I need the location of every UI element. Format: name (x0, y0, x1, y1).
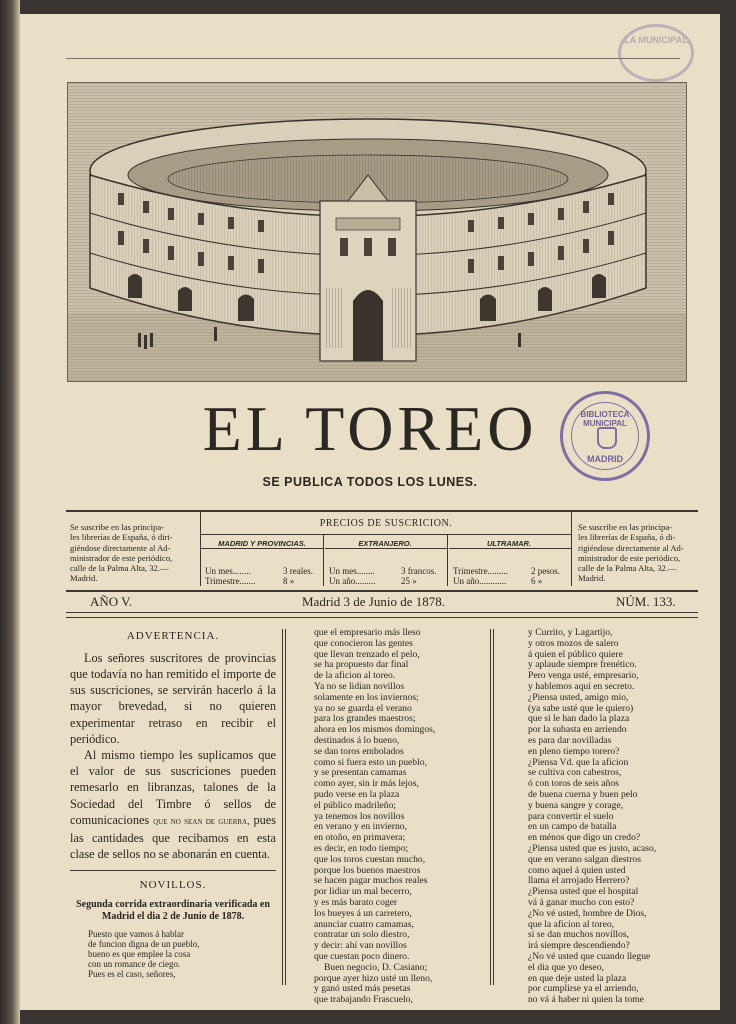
note-line: calle de la Palma Alta, 32.— (578, 563, 677, 574)
verse-line: se cultiva con cabestros, (528, 767, 622, 779)
verse-line: ¿Piensa Vd. que la aficion (528, 756, 629, 768)
verse-line: se hacen pagar muchos reales (314, 875, 428, 887)
verse-line: por la subasta en arriendo (528, 724, 627, 736)
verse-line: Ya no se lidian novillos (314, 680, 405, 692)
verse-line: ó con toros de seis años (528, 778, 619, 790)
verse-line: ya tenemos los novillos (314, 810, 405, 822)
verse-line: que los toros cuestan mucho, (314, 853, 426, 865)
region-underline (201, 548, 323, 549)
region-madrid: MADRID Y PROVINCIAS. (218, 539, 306, 548)
verse-line: llama el arrojado Herrero? (528, 875, 630, 887)
verse-line: en pleno tiempo torero? (528, 745, 620, 757)
verse-line: Pues es el caso, señores, (88, 969, 176, 980)
verse-line: si se dan muchos novillos, (528, 929, 629, 941)
book-spine-edge (0, 0, 20, 1024)
verse-line: como aquel á quien usted (528, 864, 626, 876)
bullring-engraving (67, 82, 687, 382)
newspaper-page (20, 14, 720, 1010)
verse-line: los bueyes á un carretero, (314, 907, 412, 919)
stamp-text-bottom: MADRID (587, 454, 623, 464)
issue-date: Madrid 3 de Junio de 1878. (302, 594, 445, 609)
region-underline (325, 548, 447, 549)
stamp-text-top: BIBLIOTECA MUNICIPAL (580, 410, 630, 428)
note-line: ministrador de este periódico, (70, 552, 173, 563)
verse-line: Puesto que vamos á hablar (88, 929, 184, 940)
top-stamp-text: LA MUNICIPAL (624, 35, 688, 45)
region-underline (449, 548, 571, 549)
verse-line: por lidiar un mal becerro, (314, 886, 412, 898)
verse-line: que en verano salgan diestros (528, 853, 641, 865)
prices-table (200, 512, 572, 586)
top-rule (66, 58, 680, 59)
note-line: les librerías de España, ó diri- (70, 532, 173, 543)
column-rule-2 (490, 629, 494, 985)
subscription-note-left (70, 522, 188, 584)
verse-line: con un romance de ciego. (88, 959, 181, 970)
verse-line: en ménos que digo un credo? (528, 832, 641, 844)
verse-line: que llevan trenzado el pelo, (314, 648, 420, 660)
rate-value: 8 » (283, 576, 295, 586)
verse-line: ya no se guarda el verano (314, 702, 412, 714)
prices-divider (201, 534, 571, 535)
verse-line: porque ayer hizo usté un lleno, (314, 972, 433, 984)
verse-line: el dia que yo deseo, (528, 961, 604, 973)
library-stamp (560, 391, 650, 481)
verse-line: bueno es que emplee la cosa (88, 949, 191, 960)
rate-value: 25 » (401, 576, 417, 586)
verse-line: es para dar novilladas (528, 734, 612, 746)
verse-line: por cumplirse ya el arriendo, (528, 983, 639, 995)
verse-line: que conocieron las gentes (314, 637, 413, 649)
verse-line: ¿Piensa usted que el hospital (528, 886, 639, 898)
section-divider (70, 870, 276, 871)
rate-label: Un mes........ (329, 566, 375, 576)
advertencia-text: Al mismo tiempo les suplicamos que el valor de sus suscriciones pueden remesarlo en libranzas, talones de la Sociedad del Timbre ó sellos de comunicaciones (70, 748, 276, 827)
verse-line: que si le han dado la plaza (528, 713, 630, 725)
verse-line: y hablemos aquí en secreto. (528, 680, 635, 692)
verse-line: y decir: ahí van novillos (314, 940, 407, 952)
verse-line: vá á ganar mucho con esto? (528, 896, 635, 908)
verse-line: ahora en los mismos domingos, (314, 724, 436, 736)
subscription-box (66, 510, 698, 592)
verse-line: á quien el público quiere (528, 648, 623, 660)
verse-line: el público madrileño; (314, 799, 397, 811)
verse-line: contratar un solo diestro, (314, 929, 410, 941)
prices-title: PRECIOS DE SUSCRICION. (319, 518, 453, 529)
verse-line: se ha propuesto dar final (314, 659, 409, 671)
verse-line: como si fuera esto un pueblo, (314, 756, 427, 768)
issue-number: NÚM. 133. (616, 594, 676, 609)
verse-line: ¿No vé usted que cuando llegue (528, 950, 651, 962)
verse-line: y ganó usted más pesetas (314, 983, 411, 995)
issue-year: AÑO V. (90, 594, 133, 609)
bullring-illustration (68, 83, 686, 381)
verse-line: y se presentan camamas (314, 767, 407, 779)
advertencia-title: ADVERTENCIA. (126, 630, 220, 642)
verse-line: es decir, en todo tiempo; (314, 842, 409, 854)
note-line: rigiéndose directamente al Ad- (578, 542, 684, 553)
note-line: calle de la Palma Alta, 32.— (70, 563, 169, 574)
rate-label: Trimestre......... (453, 566, 508, 576)
verse-line: como ayer, sin ir más lejos, (314, 778, 419, 790)
verse-line: pudo verse en la plaza (314, 788, 400, 800)
rate-label: Un mes........ (205, 566, 251, 576)
verse-line: en un campo de batalla (528, 821, 617, 833)
verse-line: para los grandes maestros; (314, 713, 416, 725)
coat-of-arms-icon (597, 427, 617, 449)
verse-line: Buen negocio, D. Casiano; (324, 961, 428, 973)
rate-label: Un año......... (329, 576, 376, 586)
verse-line: en que deje usted la plaza (528, 972, 627, 984)
verse-line: irá siempre descendiendo? (528, 940, 630, 952)
column-1 (70, 631, 276, 979)
verse-line: ¿No vé usted, hombre de Dios, (528, 907, 647, 919)
verse-line: que trabajando Frascuelo, (314, 994, 413, 1006)
rate-label: Trimestre....... (205, 576, 256, 586)
verse-line: y otros mozos de salero (528, 637, 619, 649)
verse-line: Pero venga usté, empresario, (528, 670, 639, 682)
verse-line: que la aficion al toreo, (528, 918, 615, 930)
verse-line: de funcion digna de un pueblo, (88, 939, 200, 950)
verse-line: ¿Piensa usted que es justo, acaso, (528, 842, 657, 854)
rate-value: 6 » (531, 576, 543, 586)
verse-line: porque los buenos maestros (314, 864, 421, 876)
verse-line: ¿Piensa usted, amigo mio, (528, 691, 629, 703)
meta-double-rule (66, 612, 698, 618)
verse-line: en otoño, en primavera; (314, 832, 406, 844)
novillos-verse (70, 929, 276, 979)
subscription-note-right (578, 522, 696, 584)
top-library-stamp (618, 24, 694, 82)
note-line: Se suscribe en las principa- (70, 522, 165, 532)
verse-line: y aplaude siempre frenético. (528, 659, 637, 671)
rate-value: 3 francos. (401, 566, 437, 576)
verse-line: solamente en los inviernos; (314, 691, 419, 703)
verse-line: destinados á lo bueno, (314, 734, 400, 746)
verse-line: para convertir el suelo (528, 810, 614, 822)
novillos-title: NOVILLOS. (139, 879, 207, 892)
note-line: les librerías de España, ó di- (578, 532, 676, 543)
rate-label: Un año............ (453, 576, 507, 586)
verse-line: en verano y en invierno, (314, 821, 407, 833)
verse-line: se dan toros embolados (314, 745, 404, 757)
newspaper-title: EL TOREO (202, 393, 538, 464)
verse-line: y es más barato coger (314, 896, 398, 908)
advertencia-paragraph-1: Los señores suscritores de provincias que todavía no han remitido el importe de sus suscriciones, se servirán hacerlo á la mayor brevedad, si no quieren experimentar retraso en recibir el periódico. (70, 650, 276, 746)
verse-line: (ya sabe usté que le quiero) (528, 702, 634, 714)
rate-value: 2 pesos. (531, 566, 560, 576)
advertencia-paragraph-2 (70, 747, 276, 862)
verse-line: que el empresario más lleso (314, 627, 421, 638)
advertencia-body (70, 650, 276, 863)
advertencia-emphasis: que no sean de guerra, (153, 815, 250, 827)
column-3 (528, 628, 708, 1006)
note-line: Madrid. (70, 573, 98, 584)
note-line: Se suscribe en las principa- (578, 522, 673, 532)
note-line: ministrador de este periódico, (578, 552, 681, 563)
verse-line: y buena sangre y corage, (528, 799, 624, 811)
region-extranjero: EXTRANJERO. (358, 539, 412, 548)
verse-line: que cuestan poco dinero. (314, 950, 410, 962)
verse-line: de buena cuerna y buen pelo (528, 788, 638, 800)
verse-line: de la aficion al toreo. (314, 670, 396, 682)
note-line: giéndose directamente al Ad- (70, 542, 171, 553)
column-rule-1 (282, 629, 286, 985)
column-2 (314, 628, 494, 1006)
advertencia-text: pues las cantidades que recibamos en esta clase de sellos no se abonarán en cuenta. (70, 812, 276, 862)
novillos-subhead: Segunda corrida extraordinaria verificada en Madrid el dia 2 de Junio de 1878. (76, 899, 270, 923)
note-line: Madrid. (578, 573, 606, 584)
region-ultramar: ULTRAMAR. (486, 539, 532, 548)
verse-line: anunciar cuatro camamas, (314, 918, 414, 930)
verse-line: no vá á haber ni quien la tome (528, 994, 644, 1006)
rate-value: 3 reales. (283, 566, 313, 576)
newspaper-subtitle: SE PUBLICA TODOS LOS LUNES. (262, 475, 478, 489)
verse-line: y Currito, y Lagartijo, (528, 627, 613, 638)
